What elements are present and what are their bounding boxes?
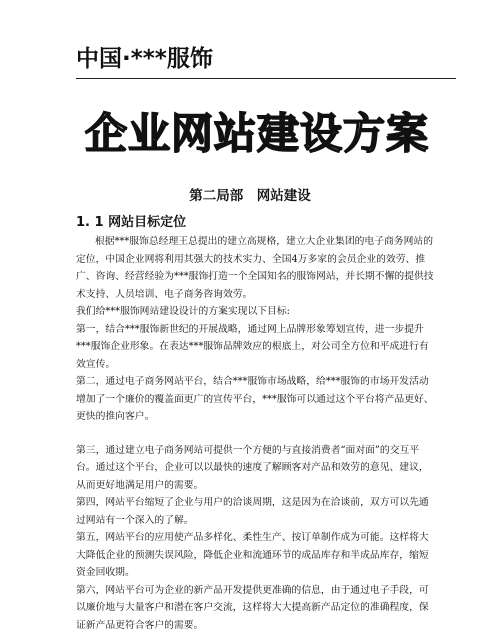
- paragraph: 第一，结合***服饰新世纪的开展战略，通过网上品牌形象筹划宣传，进一步提升***服饰企业形象。在表达***服饰品牌效应的根底上，对公司全方位和平成进行有效宣传。: [76, 321, 438, 374]
- part-title: 第二局部 网站建设: [0, 184, 500, 204]
- paragraph: 第二，通过电子商务网站平台，结合***服饰市场战略，给***服饰的市场开发活动增加了一个廉价的覆盖面更广的宣传平台，***服饰可以通过这个平台将产品更好、更快的推向客户。: [76, 373, 438, 426]
- banner-title-graphic: [76, 100, 438, 164]
- paragraph: 第三，通过建立电子商务网站可提供一个方便的与直接消费者“面对面”的交互平台。通过这个平台，企业可以以最快的速度了解顾客对产品和效劳的意见、建议，从而更好地满足用户的需要。: [76, 442, 438, 495]
- section-title: 1. 1 网站目标定位: [76, 211, 186, 230]
- paragraph: 根据***服饰总经理王总提出的建立高规格，建立大企业集团的电子商务网站的定位，中国企业网将利用其强大的技术实力、全国4万多家的会员企业的效劳、推广、咨询、经营经验为***服饰打造一个全国知名的服饰网站，并长期不懈的提供技术支持、人员培训、电子商务咨询效劳。: [76, 233, 438, 303]
- paragraph: 第六，网站平台可为企业的新产品开发提供更准确的信息，由于通过电子手段，可以廉价地与大量客户和潜在客户交流，这样将大大提高新产品定位的准确程度，保证新产品更符合客户的需要。: [76, 582, 438, 634]
- banner-text: 企业网站建设方案: [85, 109, 429, 158]
- paragraph: 第四，网站平台缩短了企业与用户的洽谈周期，这是因为在洽谈前，双方可以先通过网站有一个深入的了解。: [76, 494, 438, 529]
- paragraph: 第五，网站平台的应用使产品多样化、柔性生产、按订单制作成为可能。这样将大大降低企业的预测失误风险，降低企业和流通环节的成品库存和半成品库存，缩短资金回收期。: [76, 529, 438, 582]
- header-rule: [76, 78, 456, 79]
- document-body: [76, 233, 438, 634]
- brand-title: 中国·***服饰: [76, 40, 213, 73]
- paragraph: 我们给***服饰网站建设设计的方案实现以下目标:: [76, 303, 438, 321]
